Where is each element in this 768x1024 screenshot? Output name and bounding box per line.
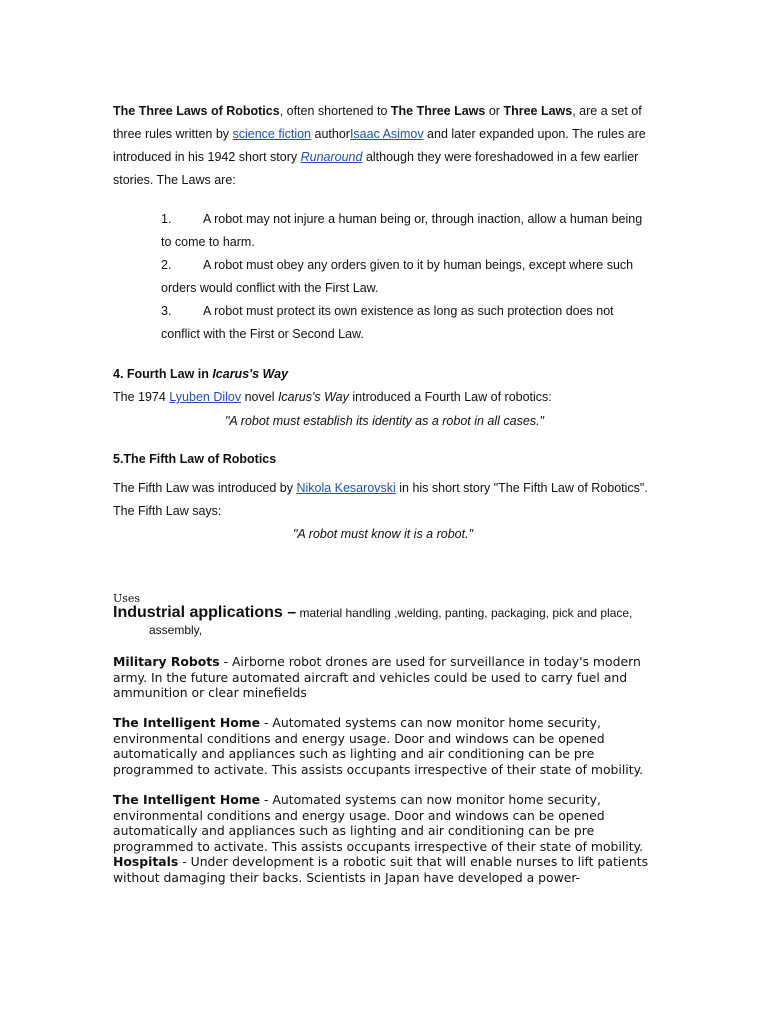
science-fiction-link[interactable]: science fiction [232, 127, 312, 141]
home-text: - Automated systems can now monitor home security, environmental conditions and energy usage. Door and windows can be opened automatically and appliances such as lighting and air conditioning can be pre programmed to activate. This assists occupants irrespective of their state of mobility. [113, 715, 644, 777]
body-italic: Icarus's Way [277, 390, 349, 404]
intelligent-home-paragraph [113, 715, 658, 777]
heading-text: 4. Fourth Law in [113, 367, 213, 381]
body-text: The 1974 [113, 390, 170, 404]
law-number: 1. [161, 212, 172, 226]
intro-text: author [311, 127, 350, 141]
law-text: A robot must protect its own existence as long as such protection does not conflict with the First or Second Law. [161, 304, 614, 341]
intro-term: The Three Laws [390, 104, 486, 118]
home-text: - Automated systems can now monitor home security, environmental conditions and energy usage. Door and windows can be opened automatically and appliances such as lighting and air conditioning can be pre programmed to activate. This assists occupants irrespective of their state of mobility. [113, 792, 644, 854]
industrial-continuation: assembly, [149, 623, 203, 637]
home-title: The Intelligent Home [113, 792, 261, 807]
law-text: A robot may not injure a human being or, through inaction, allow a human being to come to harm. [161, 212, 643, 249]
fourth-law-quote: "A robot must establish its identity as a robot in all cases." [225, 414, 544, 428]
fifth-law-paragraph [113, 477, 653, 523]
fourth-law-paragraph [113, 386, 653, 409]
intelligent-home-paragraph-repeat [113, 792, 658, 885]
body-text: in his short story "The Fifth Law of Robotics". The Fifth Law says: [113, 481, 648, 518]
law-number: 2. [161, 258, 172, 272]
runaround-link[interactable]: Runaround [300, 150, 363, 164]
nikola-kesarovski-link[interactable]: Nikola Kesarovski [296, 481, 396, 495]
intro-text: , are a set of three rules written by [113, 104, 642, 141]
fifth-law-heading: 5.The Fifth Law of Robotics [113, 452, 277, 466]
home-title: The Intelligent Home [113, 715, 261, 730]
isaac-asimov-link[interactable]: Isaac Asimov [349, 127, 424, 141]
intro-text: although they were foreshadowed in a few earlier stories. The Laws are: [113, 150, 639, 187]
law-item [161, 254, 653, 300]
intro-paragraph [113, 100, 653, 192]
intro-text: , often shortened to [279, 104, 391, 118]
intro-term: The Three Laws of Robotics [113, 104, 280, 118]
law-item [161, 300, 653, 346]
intro-term: Three Laws [503, 104, 573, 118]
military-title: Military Robots [113, 654, 220, 669]
law-text: A robot must obey any orders given to it by human beings, except where such orders would conflict with the First Law. [161, 258, 634, 295]
intro-text: or [485, 104, 504, 118]
military-text: - Airborne robot drones are used for surveillance in today's modern army. In the future automated aircraft and vehicles could be used to carry fuel and ammunition or clear minefields [113, 654, 641, 700]
lyuben-dilov-link[interactable]: Lyuben Dilov [169, 390, 242, 404]
intro-text: and later expanded upon. The rules are introduced in his 1942 short story [113, 127, 646, 164]
uses-label: Uses [113, 592, 141, 605]
hospitals-title: Hospitals [113, 854, 179, 869]
hospitals-text: - Under development is a robotic suit that will enable nurses to lift patients without damaging their backs. Scientists in Japan have developed a power- [113, 854, 649, 885]
heading-italic: Icarus's Way [212, 367, 289, 381]
law-number: 3. [161, 304, 172, 318]
fifth-law-quote: "A robot must know it is a robot." [293, 527, 474, 541]
body-text: introduced a Fourth Law of robotics: [348, 390, 552, 404]
law-item [161, 208, 653, 254]
fourth-law-heading [113, 367, 288, 381]
industrial-title: Industrial applications – [113, 604, 297, 621]
industrial-applications [113, 604, 658, 638]
body-text: The Fifth Law was introduced by [113, 481, 297, 495]
military-robots-paragraph [113, 654, 658, 701]
industrial-text: material handling ,welding, panting, packaging, pick and place, [296, 606, 633, 620]
body-text: novel [241, 390, 278, 404]
